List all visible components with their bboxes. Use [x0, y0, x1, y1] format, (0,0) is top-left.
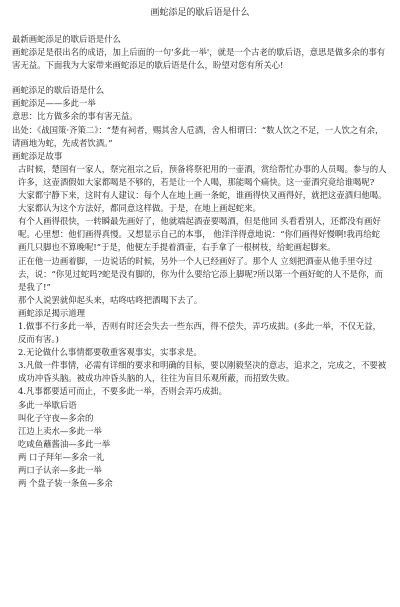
- reveal-item-2: 2.无论做什么事情都要敬重客观事实，实事求是。: [18, 347, 202, 358]
- list-item: 两 个盘子装一条鱼—多余: [18, 478, 113, 489]
- story-paragraph-4: 正在他一边画着脚，一边说话的时候，另外一个人已经画好了。那个人 立刻把酒壶从他手里夺过去，说：“你见过蛇吗?蛇是没有脚的，你为什么要给它添上脚呢?所以第一个画好蛇的人不是你，而是我了!”: [18, 255, 384, 292]
- reveal-item-1: 1.做事不行多此一举，否则有时还会失去一些东西，得不偿失，弄巧成拙。(多此一举，不仅无益，反而有害。): [18, 320, 382, 345]
- source-paragraph: 出处：《战国策·齐策二》：“楚有祠者，赐其舍人卮酒，舍人相谓曰：“数人饮之不足，一人饮之有余，请画地为蛇，先成者饮酒。”: [12, 124, 384, 148]
- story-paragraph-3: 有个人画得很快，一转瞬最先画好了，他就端起酒壶要喝酒，但是他回 头看看别人，还都没有画好呢。心里想：他们画得真慢。又想显示自己的本事， 他洋洋得意地说：“你们画得好慢啊!我再给蛇画几只脚也不算晚呢!”于是，他便左手提着酒壶，右手拿了一根树枝，给蛇画起脚来。: [18, 216, 381, 253]
- list-item: 江边上卖水—多此一举: [18, 425, 102, 436]
- reveal-heading: 画蛇添足揭示道理: [18, 307, 85, 318]
- intro-paragraph: 画蛇添足是很出名的成语，加上后面的一句'多此一举'，就是一个古老的歇后语，意思是做多余的事有害无益。下面我为大家带来画蛇添足的歇后语是什么，盼望对您有所关心!: [12, 47, 386, 71]
- proverb-line: 画蛇添足——多此一举: [12, 98, 96, 109]
- list-item: 叫化子守夜—多余的: [18, 412, 94, 423]
- spacer: [12, 72, 388, 84]
- section-heading-1: 画蛇添足的歇后语是什么: [12, 85, 105, 96]
- intro-heading: 最新画蛇添足的歇后语是什么: [12, 34, 121, 44]
- list-item: 吃咸鱼蘸酱油—多此一举: [18, 438, 111, 449]
- list-item: 两口子认亲—多此一举: [18, 465, 102, 475]
- meaning-line: 意思：比方做多余的事有害无益。: [12, 111, 138, 122]
- page-title: 画蛇添足的歇后语是什么: [150, 8, 250, 18]
- story-heading: 画蛇添足故事: [12, 150, 63, 161]
- story-paragraph-5: 那个人说罢就仰起头来，咕咚咕咚把酒喝下去了。: [18, 294, 203, 305]
- story-paragraph-1: 古时候，楚国有一家人，祭完祖宗之后，预备将祭祀用的一壶酒，赏给帮忙办事的人员喝。参与的人许多，这壶酒假如大家都喝是不够的，若是让一个人喝，那能喝个痛快。这一壶酒究竟给谁喝呢?: [18, 163, 387, 187]
- more-heading: 多此一举歇后语: [18, 399, 77, 410]
- list-item: 两 口子拜年—多余一礼: [18, 451, 105, 462]
- reveal-item-3: 3.凡做一件事情，必需有详细的要求和明确的目标，要以刚毅坚决的意志，追求之，完成之，不要被成功冲昏头脑。被成功冲昏头脑的人，往往为盲目乐观所蔽，而招致失败。: [18, 360, 387, 384]
- reveal-item-4: 4.凡事都要适可而止，不要多此一举，否则会弄巧成拙。: [18, 386, 227, 397]
- story-paragraph-2: 大家都宁静下来，这时有人建议：每个人在地上画一条蛇，谁画得快又画得好，就把这壶酒归他喝。大家都认为这个方法好，都同意这样做。于是，在地上画起蛇来。: [18, 190, 387, 214]
